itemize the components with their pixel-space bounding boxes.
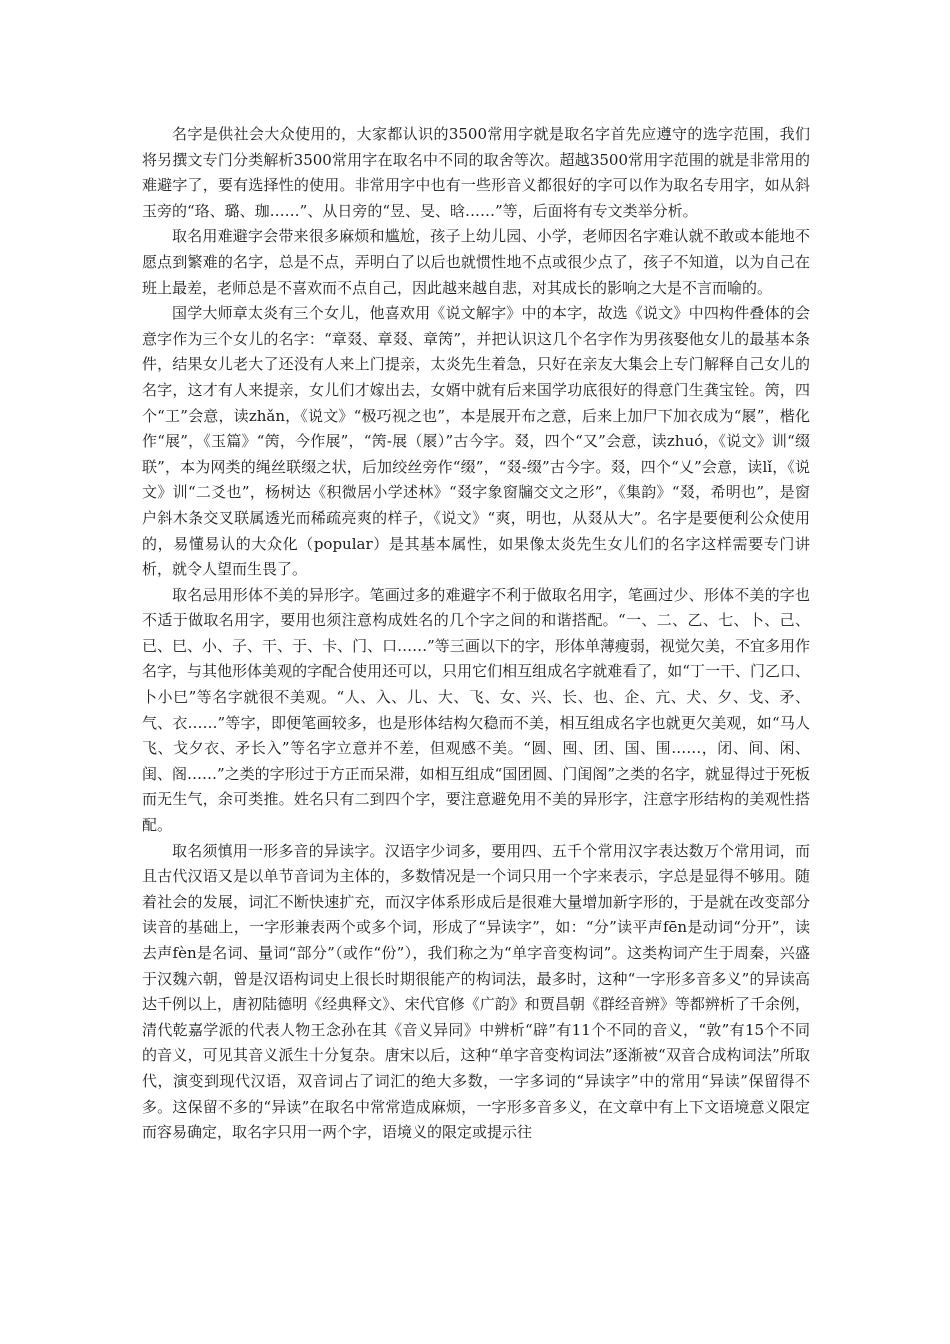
paragraph-shape: 取名忌用形体不美的异形字。笔画过多的难避字不利于做取名用字，笔画过少、形体不美的字也不适于做取名用字，要用也须注意构成姓名的几个字之间的和谐搭配。“一、二、乙、七、卜、己、已、巳、小、子、干、于、卡、门、口……”等三画以下的字，形体单薄瘦弱，视觉欠美，不宜多用作名字，与其他形体美观的字配合使用还可以，只用它们相互组成名字就难看了，如“丁一干、门乙口、卜小巳”等名字就很不美观。“人、入、儿、大、飞、女、兴、长、也、企、亢、犬、夕、戈、矛、气、衣……”等字，即便笔画较多，也是形体结构欠稳而不美，相互组成名字也就更欠美观，如“马人飞、戈夕衣、矛长入”等名字立意并不差，但观感不美。“圆、囤、团、国、围……，闭、间、闲、闺、阁……”之类的字形过于方正而呆滞，如相互组成“国团圆、门闺阁”之类的名字，就显得过于死板而无生气，余可类推。姓名只有二到四个字，要注意避免用不美的异形字，注意字形结构的美观性搭配。 (142, 585, 811, 835)
paragraph-rare-characters: 取名用难避字会带来很多麻烦和尴尬，孩子上幼儿园、小学，老师因名字难认就不敢或本能地不愿点到繁难的名字，总是不点，弄明白了以后也就惯性地不点或很少点了，孩子不知道，以为自己在班上最差，老师总是不喜欢而不点自己，因此越来越自悲，对其成长的影响之大是不言而喻的。 (142, 227, 810, 297)
paragraph-polyphonic: 取名须慎用一形多音的异读字。汉语字少词多，要用四、五千个常用汉字表达数万个常用词，而且古代汉语又是以单节音词为主体的，多数情况是一个词只用一个字来表示，字总是显得不够用。随着社会的发展，词汇不断快速扩充，而汉字体系形成后是很难大量增加新字形的，于是就在改变部分读音的基础上，一字形兼表两个或多个词，形成了“异读字”，如：“分”读平声fēn是动词“分开”，读去声fèn是名词、量词“部分”（或作“份”），我们称之为“单字音变构词”。这类构词产生于周秦，兴盛于汉魏六朝，曾是汉语构词史上很长时期很能产的构词法，最多时，这种“一字形多音多义”的异读高达千例以上，唐初陆德明《经典释文》、宋代官修《广韵》和贾昌朝《群经音辨》等都辨析了千余例，清代乾嘉学派的代表人物王念孙在其《音义异同》中辨析“辟”有11个不同的音义，“敦”有15个不同的音义，可见其音义派生十分复杂。唐宋以后，这种“单字音变构词法”逐渐被“双音合成构词法”所取代，演变到现代汉语，双音词占了词汇的绝大多数，一字多词的“异读字”中的常用“异读”保留得不多。这保留不多的“异读”在取名中常常造成麻烦，一字形多音多义，在文章中有上下文语境意义限定而容易确定，取名字只用一两个字，语境义的限定或提示往 (142, 841, 810, 1142)
document-body (142, 122, 810, 1146)
paragraph-intro: 名字是供社会大众使用的，大家都认识的3500常用字就是取名字首先应遵守的选字范围，我们将另撰文专门分类解析3500常用字在取名中不同的取舍等次。超越3500常用字范围的就是非常用的难避字了，要有选择性的使用。非常用字中也有一些形音义都很好的字可以作为取名专用字，如从斜玉旁的“珞、璐、珈……”、从日旁的“昱、旻、晗……”等，后面将有专文类举分析。 (142, 125, 810, 220)
paragraph-zhang-taiyan: 国学大师章太炎有三个女儿，他喜欢用《说文解字》中的本字，故选《说文》中四构件叠体的会意字作为三个女儿的名字：“章叕、章叕、章䇤”，并把认识这几个名字作为男孩娶他女儿的最基本条件，结果女儿老大了还没有人来上门提亲，太炎先生着急，只好在亲友大集会上专门解释自己女儿的名字，这才有人来提亲，女儿们才嫁出去，女婿中就有后来国学功底很好的得意门生龚宝铨。䇤，四个“工”会意，读zhǎn，《说文》“极巧视之也”，本是展开布之意，后来上加尸下加衣成为“㞡”，楷化作“展”，《玉篇》“䇤，今作展”，“䇤-展（㞡）”古今字。叕，四个“又”会意，读zhuó，《说文》训“缀联”，本为网类的绳丝联缀之状，后加绞丝旁作“缀”，“叕-缀”古今字。叕，四个“乂”会意，读lǐ，《说文》训“二爻也”，杨树达《积微居小学述林》“叕字象窗牖交文之形”，《集韵》“叕，希明也”，是窗户斜木条交叉联属透光而稀疏亮爽的样子，《说文》“爽，明也，从叕从大”。名字是要便利公众使用的，易懂易认的大众化（popular）是其基本属性，如果像太炎先生女儿们的名字这样需要专门讲析，就令人望而生畏了。 (142, 304, 810, 579)
